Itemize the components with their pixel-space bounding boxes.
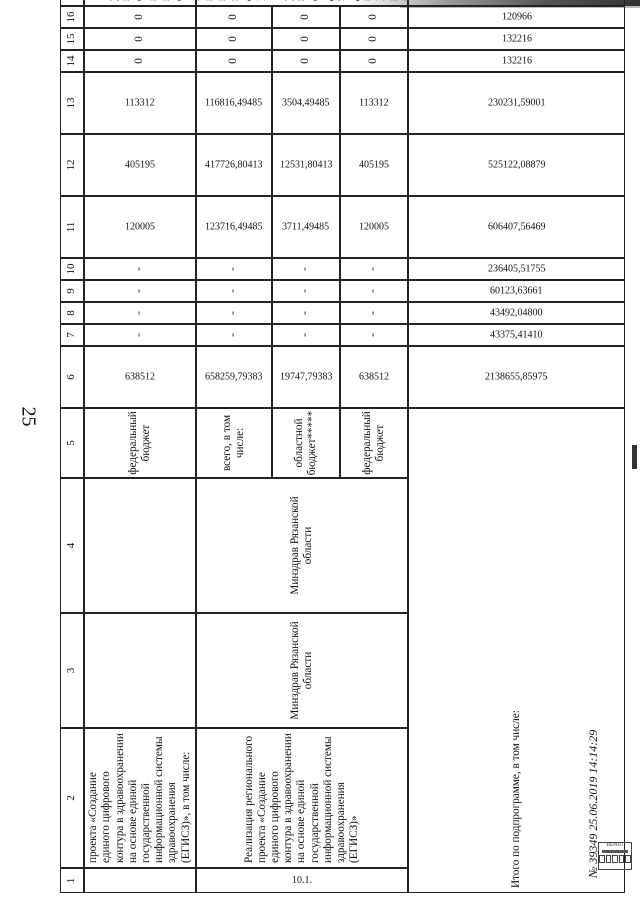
header-5: 5 [60,408,84,478]
row-value-10: - [272,258,340,280]
row-value-14: 0 [84,50,196,72]
row-value-11: 3711,49485 [272,196,340,258]
row-value-9: - [272,280,340,302]
row-value-13: 113312 [84,72,196,134]
row-result [84,0,196,6]
row-value-12: 405195 [84,134,196,196]
row-value-13: 3504,49485 [272,72,340,134]
row-value-12: 405195 [340,134,408,196]
row-responsible [84,613,196,728]
row-value-14: 0 [272,50,340,72]
row-result [196,0,408,6]
total-value-7: 43375,41410 [408,324,625,346]
row-value-9: - [340,280,408,302]
row-number: 10.1. [196,868,408,893]
row-value-9: - [196,280,272,302]
total-value-8: 43492,04800 [408,302,625,324]
row-value-11: 120005 [84,196,196,258]
row-value-8: - [272,302,340,324]
total-value-6: 2138655,85975 [408,346,625,408]
row-value-8: - [196,302,272,324]
row-value-15: 0 [272,28,340,50]
total-value-14: 132216 [408,50,625,72]
row-value-6: 658259,79383 [196,346,272,408]
program-table [60,0,625,893]
row-value-7: - [272,324,340,346]
row-coexecutor [84,478,196,613]
row-value-12: 417726,80413 [196,134,272,196]
row-source: федеральный бюджет [340,408,408,478]
row-source: всего, в том числе: [196,408,272,478]
row-value-10: - [196,258,272,280]
row-value-15: 0 [196,28,272,50]
row-value-8: - [84,302,196,324]
stamp-caption: ВЕРНО [606,843,624,848]
stamp-icon [598,842,632,870]
header-17 [60,0,84,6]
row-value-12: 12531,80413 [272,134,340,196]
header-2: 2 [60,728,84,868]
row-source: федеральный бюджет [84,408,196,478]
total-value-10: 236405,51755 [408,258,625,280]
header-14: 14 [60,50,84,72]
row-value-16: 0 [84,6,196,28]
total-result [408,0,625,6]
scan-mark [632,445,637,469]
header-7: 7 [60,324,84,346]
header-16: 16 [60,6,84,28]
row-value-7: - [196,324,272,346]
header-15: 15 [60,28,84,50]
row-number [84,868,196,893]
row-value-9: - [84,280,196,302]
row-source: областной бюджет***** [272,408,340,478]
total-value-11: 606407,56469 [408,196,625,258]
header-12: 12 [60,134,84,196]
row-value-7: - [340,324,408,346]
header-3: 3 [60,613,84,728]
row-responsible: Минздрав Рязанской области [196,613,408,728]
header-9: 9 [60,280,84,302]
row-value-8: - [340,302,408,324]
row-value-10: - [84,258,196,280]
header-6: 6 [60,346,84,408]
row-value-16: 0 [196,6,272,28]
row-value-16: 0 [272,6,340,28]
row-value-13: 113312 [340,72,408,134]
row-value-6: 638512 [340,346,408,408]
row-value-11: 120005 [340,196,408,258]
row-name: Реализация регионального проекта «Создание единого цифрового контура в здравоохранении на основе единой государственной информационной системы здравоохранения (ЕГИСЗ)» [196,728,408,868]
header-10: 10 [60,258,84,280]
row-value-10: - [340,258,408,280]
row-value-14: 0 [340,50,408,72]
header-1: 1 [60,868,84,893]
row-value-15: 0 [340,28,408,50]
header-11: 11 [60,196,84,258]
row-value-6: 19747,79383 [272,346,340,408]
page-number: 25 [17,406,40,427]
row-value-16: 0 [340,6,408,28]
registration-stamp: № 39349 25.06.2019 14:14:29 [586,729,600,878]
total-value-16: 120966 [408,6,625,28]
total-value-13: 230231,59001 [408,72,625,134]
header-8: 8 [60,302,84,324]
total-label: Итого по подпрограмме, в том числе: [408,408,625,893]
row-value-14: 0 [196,50,272,72]
row-value-15: 0 [84,28,196,50]
total-value-15: 132216 [408,28,625,50]
row-name: проекта «Создание единого цифрового контура в здравоохранении на основе единой государственной информационной системы здравоохранения (ЕГИСЗ)», в том числе: [84,728,196,868]
total-value-9: 60123,63661 [408,280,625,302]
row-value-13: 116816,49485 [196,72,272,134]
row-value-6: 638512 [84,346,196,408]
row-value-11: 123716,49485 [196,196,272,258]
row-coexecutor: Минздрав Рязанской области [196,478,408,613]
row-value-7: - [84,324,196,346]
header-13: 13 [60,72,84,134]
total-value-12: 525122,08879 [408,134,625,196]
header-4: 4 [60,478,84,613]
